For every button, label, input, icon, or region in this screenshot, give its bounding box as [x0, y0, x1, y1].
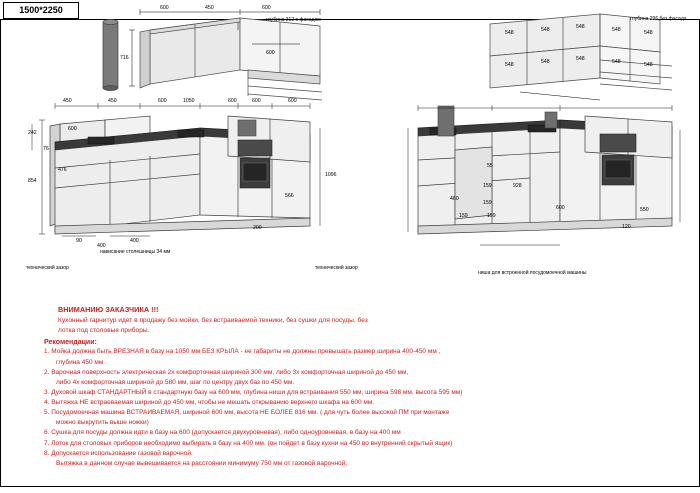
dim-tl-600b: 600 [262, 5, 271, 11]
dim-fl-200: 200 [253, 225, 262, 231]
dim-fl-600c: 600 [252, 98, 261, 104]
dim-fr-928: 928 [513, 183, 522, 189]
dim-tr-5: 548 [644, 30, 653, 36]
dim-fl-400b: 400 [130, 238, 139, 244]
recommendations-title: Рекомендации: [44, 339, 97, 347]
notice-warning-line-1: Кухонный гарнитур идет в продажу без мойки, без встраиваемой техники, без сушки для посуды, без [58, 317, 368, 324]
dim-fl-450b: 450 [108, 98, 117, 104]
dim-fr-460: 460 [450, 196, 459, 202]
label-tech-gap-right: технический зазор [315, 265, 358, 271]
label-depth-296: глубина 296 без фасада [630, 16, 687, 22]
notice-warning-title: ВНИМАНИЮ ЗАКАЗЧИКА !!! [58, 305, 159, 314]
dim-fl-600a: 600 [158, 98, 167, 104]
recommendation-3: 3. Духовой шкаф СТАНДАРТНЫЙ в стандартную базу на 600 мм, глубина ниши для встраивания 550 мм, ширина 598 мм, высота 595 мм) [44, 388, 463, 396]
recommendation-5-sub: можно выкрутить выше ножки) [56, 419, 149, 427]
dim-fr-55: 55 [487, 163, 493, 169]
dim-fr-120: 120 [622, 224, 631, 230]
dim-tr-7: 548 [541, 59, 550, 65]
recommendation-8-sub: Вытяжка в данном случае вывешивается на расстоянии минимуму 750 мм от газовой варочной. [56, 459, 348, 467]
dim-fr-159a: 159 [483, 183, 492, 189]
recommendation-6: 6. Сушка для посуды должна идти в базу на 600 (допускается двухуровневая), либо одноуровневая, в базу на 400 мм [44, 429, 401, 437]
dim-tl-716: 716 [120, 55, 129, 61]
label-overhang: нависание столешницы 34 мм [100, 249, 171, 255]
dim-tr-8: 548 [576, 56, 585, 62]
dim-fl-242: 242 [28, 130, 37, 136]
recommendation-2-sub: либо 4х комфорточная шириной до 580 мм, шаг по центру двух баз по 450 мм. [56, 378, 295, 386]
dim-fl-600b: 600 [228, 98, 237, 104]
dim-tr-10: 548 [644, 62, 653, 68]
dim-fl-600d: 600 [288, 98, 297, 104]
dim-fr-159d: 159 [487, 213, 496, 219]
dim-fr-600: 600 [556, 205, 565, 211]
dim-tr-2: 548 [541, 27, 550, 33]
label-depth-312: глубина 312 с фасадом [266, 17, 321, 23]
footer-divider [0, 486, 700, 487]
dim-fl-476: 476 [58, 167, 67, 173]
dim-tl-600c: 600 [266, 50, 275, 56]
label-tech-gap-left: технический зазор [26, 265, 69, 271]
dim-fl-400a: 400 [97, 243, 106, 249]
customer-notice-block [0, 305, 700, 470]
dim-tr-3: 548 [576, 24, 585, 30]
notice-warning-line-2: лотка под столовые приборы. [58, 327, 150, 335]
recommendation-7: 7. Лоток для столовых приборов необходимо выбирать в базу на 400 мм. (он пойдет в базу кухни на 450 во внутренний скрытый ящик) [44, 439, 453, 447]
dim-fl-854: 854 [28, 178, 37, 184]
recommendation-2: 2. Варочная поверхность электрическая 2х комфорточная шириной 300 мм, либо 3х комфорточная шириной до 450 мм, [44, 368, 409, 376]
recommendation-5: 5. Посудомоечная машина ВСТРАИВАЕМАЯ, шириной 600 мм, высота НЕ БОЛЕЕ 816 мм. ( для чуть более высокой ПМ при монтаже [44, 409, 450, 417]
label-dishwasher-niche: ниша для встроенной посудомоечной машины [478, 270, 587, 276]
dim-tl-600a: 600 [160, 5, 169, 11]
dim-fr-550: 550 [640, 207, 649, 213]
dim-fl-90: 90 [76, 238, 82, 244]
recommendation-1-sub: глубина 450 мм . [56, 358, 107, 366]
dim-tr-1: 548 [505, 30, 514, 36]
dim-fl-1096: 1096 [325, 172, 337, 178]
dim-fr-159c: 159 [459, 213, 468, 219]
recommendation-1: 1. Мойка должна быть ВРЕЗНАЯ в базу на 1050 мм БЕЗ КРЫЛА - ее габариты не должны превышать размер ширина 400-450 мм , [44, 348, 441, 356]
dim-fl-450a: 450 [63, 98, 72, 104]
dim-tl-450: 450 [205, 5, 214, 11]
dim-tr-4: 548 [612, 27, 621, 33]
sheet-size-label: 1500*2250 [19, 5, 63, 15]
dim-tr-6: 548 [505, 62, 514, 68]
recommendation-8: 8. Допускается использование газовой варочной. [44, 449, 193, 457]
dim-fl-566: 566 [285, 193, 294, 199]
dim-tr-9: 548 [612, 59, 621, 65]
recommendation-4: 4. Вытяжка НЕ встраеваемая шириной до 450 мм, чтобы не мешать открыванию верхнего шкафа на 600 мм. [44, 399, 375, 407]
dim-fl-1050: 1050 [183, 98, 195, 104]
dim-fl-76: 76 [43, 146, 49, 152]
dim-fr-159b: 159 [483, 200, 492, 206]
dim-fl-600e: 600 [68, 126, 77, 132]
